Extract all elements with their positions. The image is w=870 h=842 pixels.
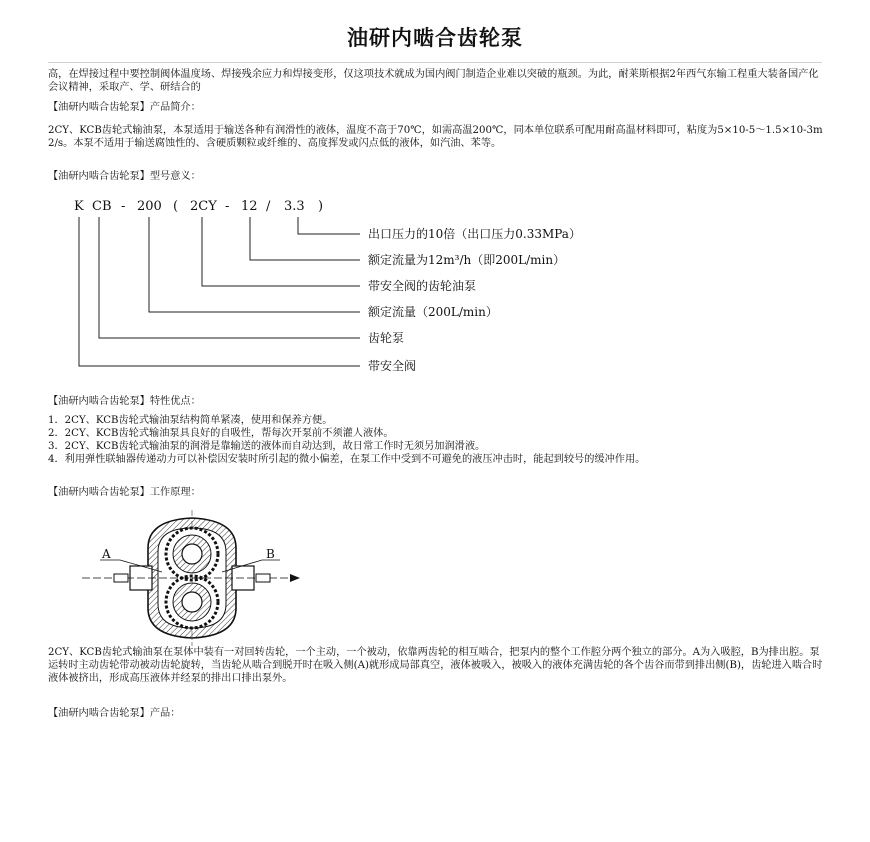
model-label-safety-gear-pump: 带安全阀的齿轮油泵 bbox=[368, 279, 477, 293]
features-list bbox=[48, 414, 826, 466]
list-item: 1．2CY、KCB齿轮式输油泵结构简单紧凑，使用和保养方便。 bbox=[48, 415, 333, 426]
list-item: 4．利用弹性联轴器传递动力可以补偿因安装时所引起的微小偏差，在泵工作中受到不可避免的液压冲击时，能起到较号的缓冲作用。 bbox=[48, 454, 646, 465]
list-item: 2．2CY、KCB齿轮式输油泵具良好的自吸性，帮每次开泵前不须灌人液体。 bbox=[48, 428, 394, 439]
principle-paragraph: 2CY、KCB齿轮式输油泵在泵体中装有一对回转齿轮，一个主动，一个被动，依靠两齿轮的相互啮合，把泵内的整个工作腔分两个独立的部分。A为入吸腔，B为排出腔。泵运转时主动齿轮带动被动齿轮旋转，当齿轮从啮合到脱开时在吸入侧(A)就形成局部真空，液体被吸入，被吸入的液体充满齿轮的各个齿谷而带到排出侧(B)，齿轮进入啮合时液体被挤出，形成高压液体并经泵的排出口排出泵外。 bbox=[48, 647, 823, 684]
section-heading-intro: 【油研内啮合齿轮泵】产品简介： bbox=[48, 102, 201, 113]
intro-paragraph: 高，在焊接过程中要控制阀体温度场、焊接残余应力和焊接变形，仅这项技术就成为国内阀门制造企业难以突破的瓶颈。为此，耐莱斯根据2年西气东输工程重大装备国产化会议精神，采取产、学、研结合的 bbox=[48, 69, 819, 93]
model-code-char: - bbox=[225, 199, 230, 214]
diagram-label-b: B bbox=[266, 547, 275, 561]
model-label-pressure: 出口压力的10倍（出口压力0.33MPa） bbox=[368, 227, 581, 241]
model-label-rated-flow: 额定流量（200L/min） bbox=[368, 305, 498, 319]
model-code-char: ( bbox=[173, 199, 179, 214]
model-code-char: - bbox=[121, 199, 126, 214]
section-heading-principle: 【油研内啮合齿轮泵】工作原理： bbox=[48, 487, 201, 498]
section-heading-model: 【油研内啮合齿轮泵】型号意义： bbox=[48, 171, 201, 182]
title-divider bbox=[48, 62, 822, 63]
page-title: 油研内啮合齿轮泵 bbox=[347, 25, 523, 50]
section-heading-features: 【油研内啮合齿轮泵】特性优点： bbox=[48, 396, 201, 407]
diagram-label-a: A bbox=[102, 547, 111, 561]
model-code-char: K bbox=[74, 199, 84, 214]
model-label-flow: 额定流量为12m³/h（即200L/min） bbox=[368, 253, 566, 267]
gear-pump-diagram bbox=[70, 508, 310, 648]
model-code-char: CB bbox=[92, 199, 112, 214]
model-code-char: 2CY bbox=[190, 199, 217, 214]
model-label-gear-pump: 齿轮泵 bbox=[368, 331, 405, 345]
model-code-diagram bbox=[0, 190, 870, 390]
model-code-char: 200 bbox=[137, 199, 162, 214]
section-heading-products: 【油研内啮合齿轮泵】产品： bbox=[48, 708, 181, 719]
model-code-char: 3.3 bbox=[284, 199, 305, 214]
model-code-char: 12 bbox=[241, 199, 258, 214]
model-code-char: / bbox=[266, 199, 271, 214]
model-code-char: ) bbox=[318, 199, 324, 214]
model-label-safety-valve: 带安全阀 bbox=[368, 359, 417, 373]
list-item: 3．2CY、KCB齿轮式输油泵的润滑是靠输送的液体而自动达到，故日常工作时无须另加润滑液。 bbox=[48, 441, 486, 452]
intro-body-paragraph: 2CY、KCB齿轮式输油泵，本泵适用于输送各种有润滑性的液体，温度不高于70℃，如需高温200℃，同本单位联系可配用耐高温材料即可，粘度为5×10-5～1.5×10-3m2/s。本泵不适用于输送腐蚀性的、含硬质颗粒或纤维的、高度挥发或闪点低的液体，如汽油、苯等。 bbox=[48, 125, 823, 149]
